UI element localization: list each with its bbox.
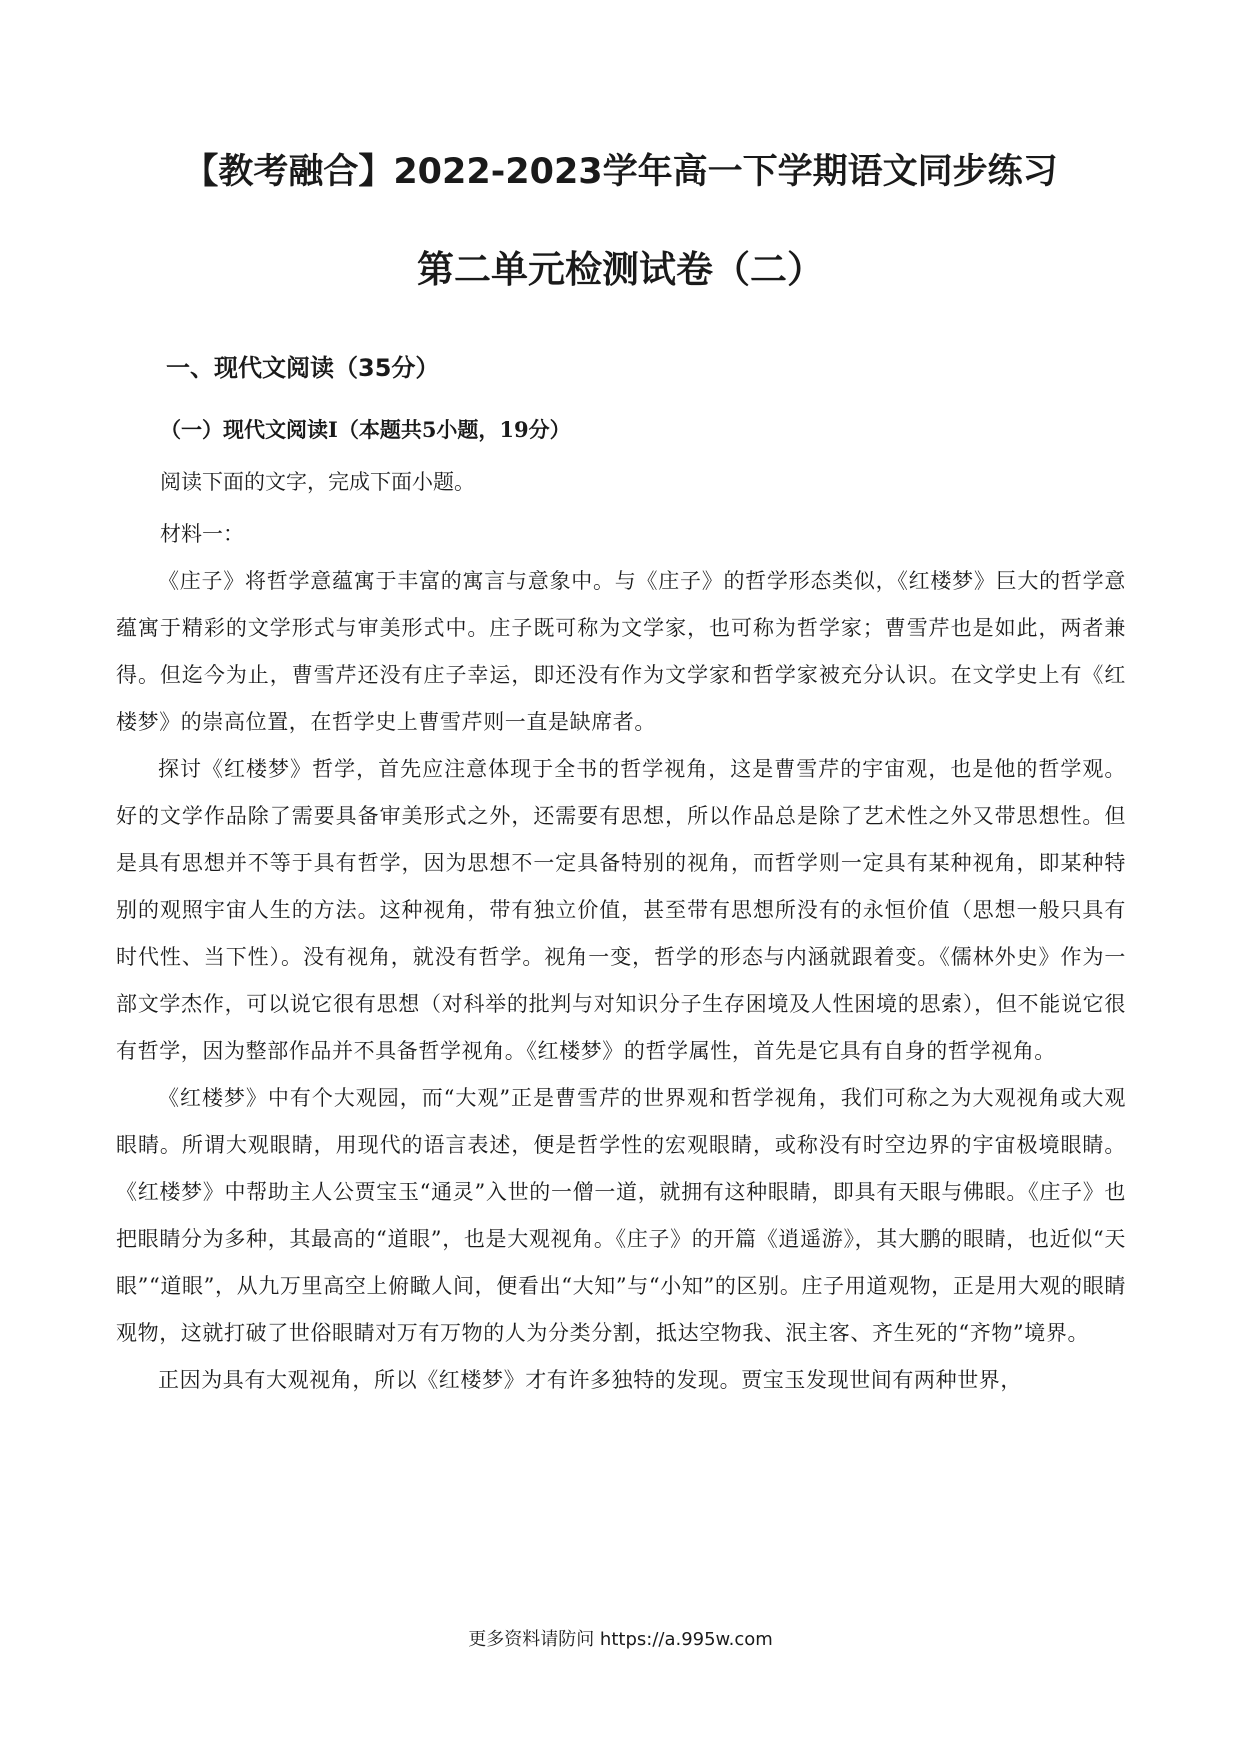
document-title: 【教考融合】2022-2023学年高一下学期语文同步练习	[183, 152, 1058, 192]
paragraph-4: 正因为具有大观视角，所以《红楼梦》才有许多独特的发现。贾宝玉发现世间有两种世界，	[158, 1368, 1022, 1392]
paragraph-2: 探讨《红楼梦》哲学，首先应注意体现于全书的哲学视角，这是曹雪芹的宇宙观，也是他的哲学观。好的文学作品除了需要具备审美形式之外，还需要有思想，所以作品总是除了艺术性之外又带思想性。但是具有思想并不等于具有哲学，因为思想不一定具备特别的视角，而哲学则一定具有某种视角，即某种特别的观照宇宙人生的方法。这种视角，带有独立价值，甚至带有思想所没有的永恒价值（思想一般只具有时代性、当下性）。没有视角，就没有哲学。视角一变，哲学的形态与内涵就跟着变。《儒林外史》作为一部文学杰作，可以说它很有思想（对科举的批判与对知识分子生存困境及人性困境的思索），但不能说它很有哲学，因为整部作品并不具备哲学视角。《红楼梦》的哲学属性，首先是它具有自身的哲学视角。	[116, 757, 1126, 1063]
reading-instruction: 阅读下面的文字，完成下面小题。	[160, 470, 475, 494]
section-heading: 一、现代文阅读（35分）	[166, 354, 440, 382]
footer-link-text: 更多资料请防问 https://a.995w.com	[468, 1629, 773, 1650]
passage-body	[116, 558, 1126, 1404]
material-label: 材料一：	[160, 522, 244, 546]
subsection-heading: （一）现代文阅读Ⅰ（本题共5小题，19分）	[160, 417, 571, 442]
paragraph-3: 《红楼梦》中有个大观园，而“大观”正是曹雪芹的世界观和哲学视角，我们可称之为大观视角或大观眼睛。所谓大观眼睛，用现代的语言表述，便是哲学性的宏观眼睛，或称没有时空边界的宇宙极境眼睛。《红楼梦》中帮助主人公贾宝玉“通灵”入世的一僧一道，就拥有这种眼睛，即具有天眼与佛眼。《庄子》也把眼睛分为多种，其最高的“道眼”，也是大观视角。《庄子》的开篇《逍遥游》，其大鹏的眼睛，也近似“天眼”“道眼”，从九万里高空上俯瞰人间，便看出“大知”与“小知”的区别。庄子用道观物，正是用大观的眼睛观物，这就打破了世俗眼睛对万有万物的人为分类分割，抵达空物我、泯主客、齐生死的“齐物”境界。	[116, 1086, 1126, 1345]
paragraph-1: 《庄子》将哲学意蕴寓于丰富的寓言与意象中。与《庄子》的哲学形态类似，《红楼梦》巨大的哲学意蕴寓于精彩的文学形式与审美形式中。庄子既可称为文学家，也可称为哲学家；曹雪芹也是如此，两者兼得。但迄今为止，曹雪芹还没有庄子幸运，即还没有作为文学家和哲学家被充分认识。在文学史上有《红楼梦》的崇高位置，在哲学史上曹雪芹则一直是缺席者。	[116, 569, 1126, 734]
document-subtitle: 第二单元检测试卷（二）	[417, 248, 824, 291]
